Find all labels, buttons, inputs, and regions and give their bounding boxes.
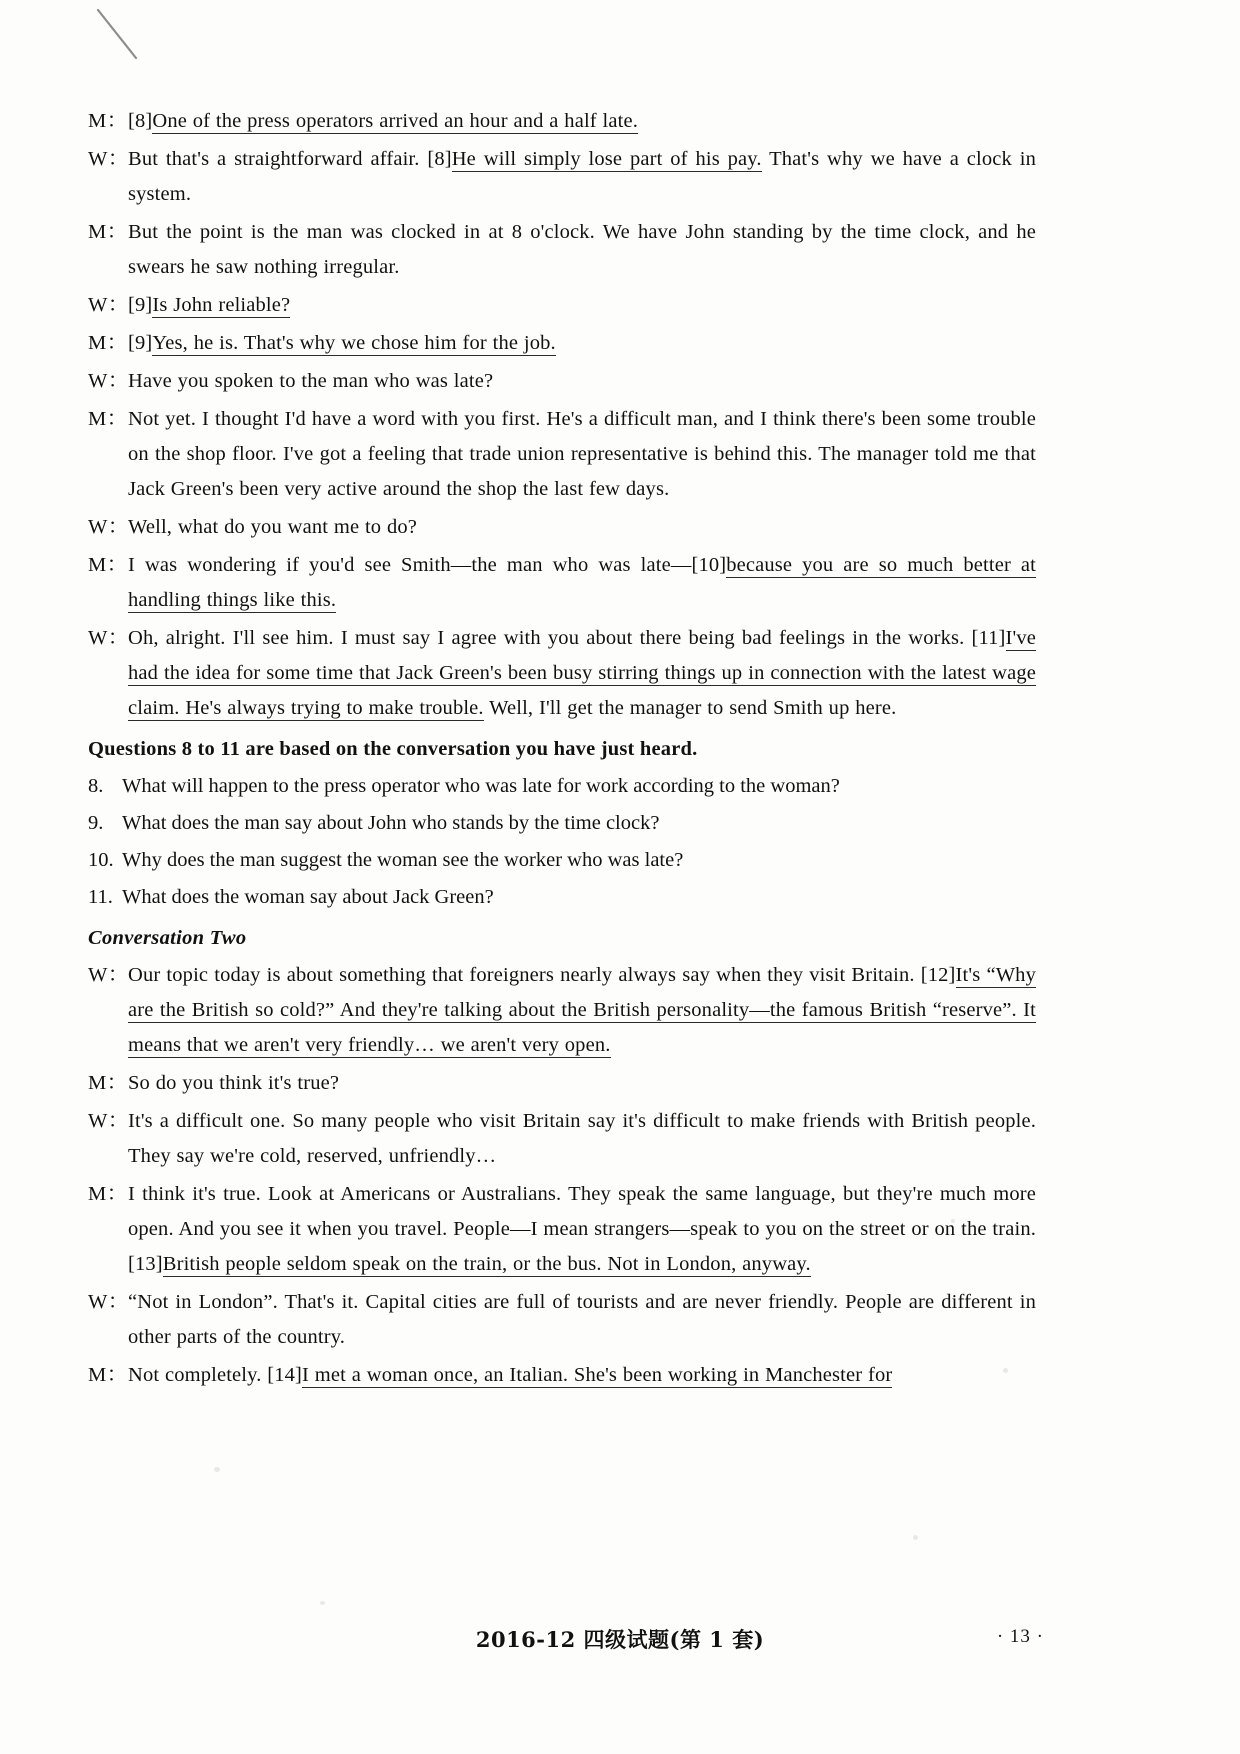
plain-text: I was wondering if you'd see Smith—the man who was late— [128,554,692,576]
question-item [88,806,1036,841]
dialogue-turn [88,142,1036,212]
plain-text: Not yet. I thought I'd have a word with you first. He's a difficult man, and I think there's been some trouble on the shop floor. I've got a feeling that trade union representative is behind this. The manager told me that Jack Green's been very active around the shop the last few days. [128,408,1036,500]
speaker-label: M： [88,221,128,243]
footer-exam-label: 2016-12 四级试题(第 1 套) [475,1627,765,1652]
underlined-answer-clue: Is John reliable? [152,294,291,316]
speaker-label: W： [88,627,129,649]
utterance-text [128,142,1036,212]
utterance-text [128,548,1036,618]
question-text: What does the woman say about Jack Green? [122,886,494,908]
plain-text: Have you spoken to the man who was late? [128,370,494,392]
plain-text: But the point is the man was clocked in at 8 o'clock. We have John standing by the time clock, and he swears he saw nothing irregular. [128,221,1036,278]
dialogue-turn [88,288,1036,323]
question-number: 9. [88,812,104,834]
speaker-label: W： [88,370,129,392]
utterance-text [128,326,1036,361]
speaker-label: M： [88,1072,128,1094]
speaker-label: W： [88,964,129,986]
utterance-text [128,402,1036,507]
utterance-text [128,1066,1036,1101]
utterance-text [128,621,1036,726]
question-marker: [10] [691,554,727,576]
speaker-label: M： [88,408,128,430]
transcript-body [88,104,1036,1396]
underlined-answer-clue: Yes, he is. That's why we chose him for the job. [152,332,556,354]
scan-speck [320,1601,325,1605]
question-item [88,769,1036,804]
underlined-answer-clue: I met a woman once, an Italian. She's been working in Manchester for [302,1364,893,1386]
speaker-label: W： [88,294,129,316]
question-marker: [9] [128,294,153,316]
question-marker: [8] [128,110,153,132]
plain-text: Our topic today is about something that foreigners nearly always say when they visit Britain. [128,964,921,986]
utterance-text [128,1177,1036,1282]
question-text: What will happen to the press operator who was late for work according to the woman? [122,775,840,797]
plain-text: Oh, alright. I'll see him. I must say I agree with you about there being bad feelings in the works. [128,627,972,649]
dialogue-turn [88,364,1036,399]
speaker-label: W： [88,1110,129,1132]
speaker-label: M： [88,1183,128,1205]
dialogue-turn [88,510,1036,545]
question-text: What does the man say about John who stands by the time clock? [122,812,660,834]
plain-text: So do you think it's true? [128,1072,340,1094]
underlined-answer-clue: He will simply lose part of his pay. [451,148,762,170]
dialogue-turn [88,1177,1036,1282]
speaker-label: M： [88,554,128,576]
conversation-two-turns [88,958,1036,1393]
underlined-answer-clue: It's “Why are the British so cold?” And they're talking about the British personality—the famous British “reserve”. It means that we aren't very friendly… we aren't very open. [128,964,1036,1056]
utterance-text [128,104,1036,139]
plain-text: Not completely. [128,1364,268,1386]
question-marker: [13] [128,1253,163,1275]
question-marker: [14] [267,1364,303,1386]
plain-text: But that's a straightforward affair. [128,148,428,170]
conversation-two-heading: Conversation Two [88,927,247,949]
dialogue-turn [88,215,1036,285]
speaker-label: W： [88,148,129,170]
question-item [88,880,1036,915]
plain-text: I think it's true. Look at Americans or Australians. They speak the same language, but they're much more open. And you see it when you travel. People—I mean strangers—speak to you on the street or on the train. [128,1183,1036,1240]
dialogue-turn [88,1285,1036,1355]
utterance-text [128,364,1036,399]
utterance-text [128,1285,1036,1355]
dialogue-turn [88,1104,1036,1174]
utterance-text [128,288,1036,323]
underlined-answer-clue: British people seldom speak on the train, or the bus. Not in London, anyway. [162,1253,811,1275]
plain-text: Well, I'll get the manager to send Smith up here. [483,697,897,719]
plain-text: That's why we have a clock in system. [128,148,1036,205]
dialogue-turn [88,548,1036,618]
speaker-label: M： [88,110,128,132]
speaker-label: W： [88,516,129,538]
questions-lead-in: Questions 8 to 11 are based on the conversation you have just heard. [88,738,698,760]
dialogue-turn [88,402,1036,507]
underlined-answer-clue: because you are so much better at handling things like this. [128,554,1036,611]
utterance-text [128,1104,1036,1174]
dialogue-turn [88,621,1036,726]
question-marker: [12] [920,964,956,986]
underlined-answer-clue: One of the press operators arrived an hour and a half late. [152,110,639,132]
question-marker: [9] [128,332,153,354]
question-marker: [8] [427,148,452,170]
conversation-one-turns [88,104,1036,726]
speaker-label: M： [88,332,128,354]
question-number: 10. [88,849,114,871]
plain-text: It's a difficult one. So many people who visit Britain say it's difficult to make friends with British people. They say we're cold, reserved, unfriendly… [128,1110,1036,1167]
scan-speck [214,1467,220,1472]
page-footer [0,1624,1240,1664]
utterance-text [128,958,1036,1063]
speaker-label: M： [88,1364,128,1386]
dialogue-turn [88,104,1036,139]
conversation-one-questions [88,769,1036,915]
question-number: 11. [88,886,113,908]
question-number: 8. [88,775,104,797]
plain-text: Well, what do you want me to do? [128,516,418,538]
dialogue-turn [88,326,1036,361]
dialogue-turn [88,1066,1036,1101]
question-text: Why does the man suggest the woman see the worker who was late? [122,849,684,871]
underlined-answer-clue: I've had the idea for some time that Jack Green's been busy stirring things up in connection with the latest wage claim. He's always trying to make trouble. [128,627,1036,719]
dialogue-turn [88,1358,1036,1393]
footer-page-number: · 13 · [996,1626,1044,1647]
question-marker: [11] [971,627,1006,649]
plain-text: “Not in London”. That's it. Capital cities are full of tourists and are never friendly. People are different in other parts of the country. [128,1291,1036,1348]
utterance-text [128,510,1036,545]
question-item [88,843,1036,878]
speaker-label: W： [88,1291,129,1313]
scan-speck [913,1535,918,1540]
dialogue-turn [88,958,1036,1063]
utterance-text [128,1358,1036,1393]
utterance-text [128,215,1036,285]
